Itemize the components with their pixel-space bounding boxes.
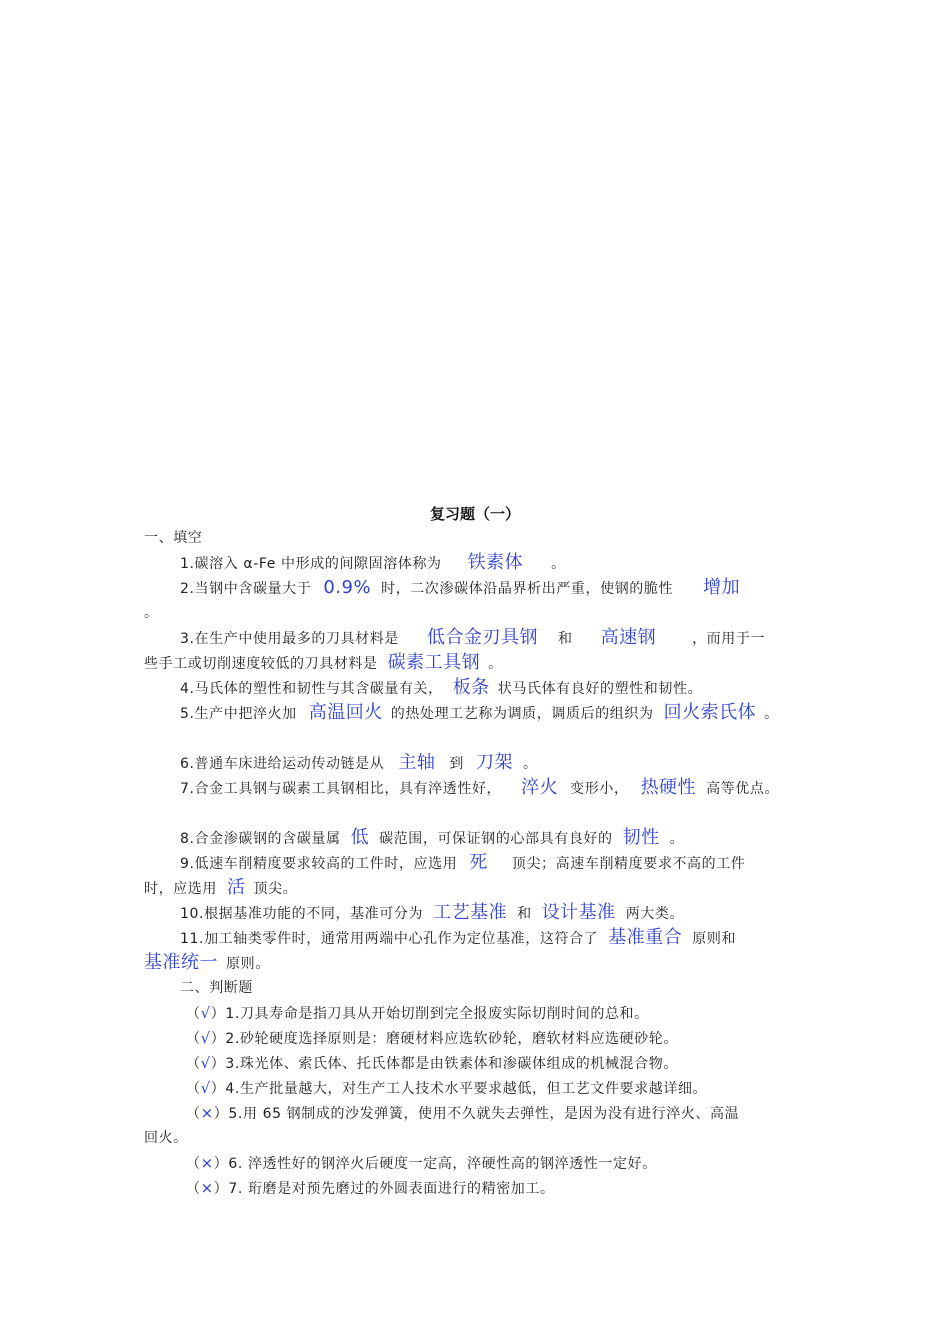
question-9-text-post: 顶尖；高速车削精度要求不高的工件 — [511, 856, 746, 872]
question-10-answer-1: 工艺基准 — [433, 902, 508, 923]
judgment-text: 6. 淬透性好的钢淬火后硬度一定高，淬硬性高的钢淬透性一定好。 — [228, 1156, 657, 1172]
cross-mark-icon: × — [200, 1154, 214, 1172]
judgment-close: ） — [210, 1056, 226, 1072]
question-1-end: 。 — [551, 556, 566, 572]
question-6-end: 。 — [522, 756, 538, 772]
judgment-text-continued: 回火。 — [144, 1130, 188, 1146]
question-3-text: 3.在生产中使用最多的刀具材料是 — [180, 631, 399, 647]
question-7-text: 7.合金工具钢与碳素工具钢相比，具有淬透性好， — [180, 781, 502, 797]
question-6 — [180, 753, 538, 774]
judgment-open: （ — [186, 1106, 201, 1122]
question-3-answer-1: 低合金刃具钢 — [426, 627, 538, 648]
judgment-text: 2.砂轮硬度选择原则是：磨硬材料应选软砂轮，磨软材料应选硬砂轮。 — [225, 1031, 678, 1047]
question-9-continued — [144, 878, 297, 899]
question-10-text-post: 两大类。 — [625, 906, 685, 922]
question-9-text: 9.低速车削精度要求较高的工件时，应选用 — [180, 856, 458, 872]
judgment-close: ） — [210, 1006, 226, 1022]
question-5-answer-2: 回火索氏体 — [663, 702, 757, 723]
judgment-text: 1.刀具寿命是指刀具从开始切削到完全报废实际切削时间的总和。 — [225, 1006, 649, 1022]
question-2-answer-1: 0.9% — [323, 577, 372, 598]
question-4-text-post: 状马氏体有良好的塑性和韧性。 — [497, 681, 703, 697]
judgment-text: 3.珠光体、索氏体、托氏体都是由铁素体和渗碳体组成的机械混合物。 — [225, 1056, 678, 1072]
question-10-answer-2: 设计基准 — [541, 902, 616, 923]
judgment-text: 5.用 65 钢制成的沙发弹簧，使用不久就失去弹性，是因为没有进行淬火、高温 — [228, 1106, 740, 1122]
question-9-answer-1: 死 — [469, 852, 488, 873]
question-11-end: 原则。 — [226, 956, 270, 972]
question-2-text: 2.当钢中含碳量大于 — [180, 581, 312, 597]
question-4-answer: 板条 — [452, 677, 490, 698]
judgment-text: 7. 珩磨是对预先磨过的外圆表面进行的精密加工。 — [228, 1181, 555, 1197]
question-11-answer-1: 基准重合 — [608, 927, 683, 948]
question-3-answer-3: 碳素工具钢 — [387, 652, 481, 673]
judgment-open: （ — [186, 1006, 201, 1022]
question-10-text: 10.根据基准功能的不同，基准可分为 — [180, 906, 424, 922]
check-mark-icon: √ — [200, 1029, 211, 1047]
check-mark-icon: √ — [200, 1004, 211, 1022]
judgment-close: ） — [213, 1181, 229, 1197]
question-3-text-post: ，而用于一 — [692, 631, 766, 647]
judgment-open: （ — [186, 1031, 201, 1047]
question-11-continued — [144, 953, 270, 974]
check-mark-icon: √ — [200, 1079, 211, 1097]
question-4 — [180, 678, 702, 699]
question-3-continued — [144, 653, 503, 674]
cross-mark-icon: × — [200, 1179, 214, 1197]
question-6-answer-2: 刀架 — [475, 752, 513, 773]
judgment-item — [186, 1178, 555, 1199]
judgment-item — [186, 1103, 739, 1124]
judgment-text: 4.生产批量越大，对生产工人技术水平要求越低，但工艺文件要求越详细。 — [225, 1081, 708, 1097]
judgment-item — [186, 1153, 657, 1174]
question-5-answer-1: 高温回火 — [308, 702, 383, 723]
question-6-text-mid: 到 — [449, 756, 464, 772]
question-9-cont-text: 时，应选用 — [144, 881, 217, 897]
question-8-answer-1: 低 — [350, 827, 370, 848]
question-1 — [180, 553, 566, 574]
question-8-text: 8.合金渗碳钢的含碳量属 — [180, 831, 341, 847]
cross-mark-icon: × — [200, 1104, 214, 1122]
question-5-text: 5.生产中把淬火加 — [180, 706, 297, 722]
judgment-close: ） — [213, 1156, 229, 1172]
question-9-answer-2: 活 — [227, 877, 246, 898]
question-3-text-mid: 和 — [557, 631, 573, 647]
section-heading-true-false: 二、判断题 — [180, 980, 253, 996]
judgment-open: （ — [186, 1081, 201, 1097]
check-mark-icon: √ — [200, 1054, 211, 1072]
question-10 — [180, 903, 684, 924]
question-5-end: 。 — [764, 706, 779, 722]
question-4-text: 4.马氏体的塑性和韧性与其含碳量有关， — [180, 681, 443, 697]
page-title: 复习题（一） — [429, 505, 520, 523]
question-2-answer-2: 增加 — [703, 577, 741, 598]
question-8 — [180, 828, 684, 849]
question-7-answer-2: 热硬性 — [640, 777, 697, 798]
question-9 — [180, 853, 745, 874]
question-1-answer: 铁素体 — [467, 552, 524, 573]
question-2-end: 。 — [144, 605, 159, 621]
question-11-text-post: 原则和 — [692, 931, 737, 947]
question-8-end: 。 — [669, 831, 685, 847]
judgment-open: （ — [186, 1056, 201, 1072]
question-9-end: 顶尖。 — [253, 881, 298, 897]
judgment-item — [186, 1003, 649, 1024]
question-1-text: 1.碳溶入 α-Fe 中形成的间隙固溶体称为 — [180, 556, 442, 572]
question-7-answer-1: 淬火 — [521, 777, 559, 798]
question-2 — [180, 578, 740, 599]
question-5 — [180, 703, 779, 724]
question-8-answer-2: 韧性 — [622, 827, 660, 848]
question-3-end: 。 — [488, 656, 503, 672]
question-6-answer-1: 主轴 — [398, 752, 436, 773]
question-5-text-mid: 的热处理工艺称为调质，调质后的组织为 — [390, 706, 654, 722]
question-2-text-mid: 时，二次渗碳体沿晶界析出严重，使钢的脆性 — [381, 581, 674, 597]
question-3-answer-2: 高速钢 — [600, 627, 657, 648]
judgment-item — [186, 1053, 678, 1074]
judgment-item — [186, 1078, 707, 1099]
question-11-text: 11.加工轴类零件时，通常用两端中心孔作为定位基准，这符合了 — [180, 931, 599, 947]
question-11 — [180, 928, 736, 949]
judgment-open: （ — [186, 1181, 201, 1197]
section-heading-fill-in: 一、填空 — [144, 530, 203, 546]
question-10-text-mid: 和 — [517, 906, 532, 922]
question-7-text-post: 高等优点。 — [706, 781, 780, 797]
question-7-text-mid: 变形小， — [570, 781, 629, 797]
judgment-close: ） — [210, 1031, 226, 1047]
judgment-close: ） — [213, 1106, 229, 1122]
question-11-answer-2: 基准统一 — [144, 952, 218, 973]
question-6-text: 6.普通车床进给运动传动链是从 — [180, 756, 385, 772]
question-8-text-mid: 碳范围，可保证钢的心部具有良好的 — [379, 831, 613, 847]
question-3-cont-text: 些手工或切削速度较低的刀具材料是 — [144, 656, 378, 672]
judgment-close: ） — [210, 1081, 226, 1097]
question-7 — [180, 778, 779, 799]
judgment-open: （ — [186, 1156, 201, 1172]
question-3 — [180, 628, 765, 649]
judgment-item — [186, 1028, 678, 1049]
